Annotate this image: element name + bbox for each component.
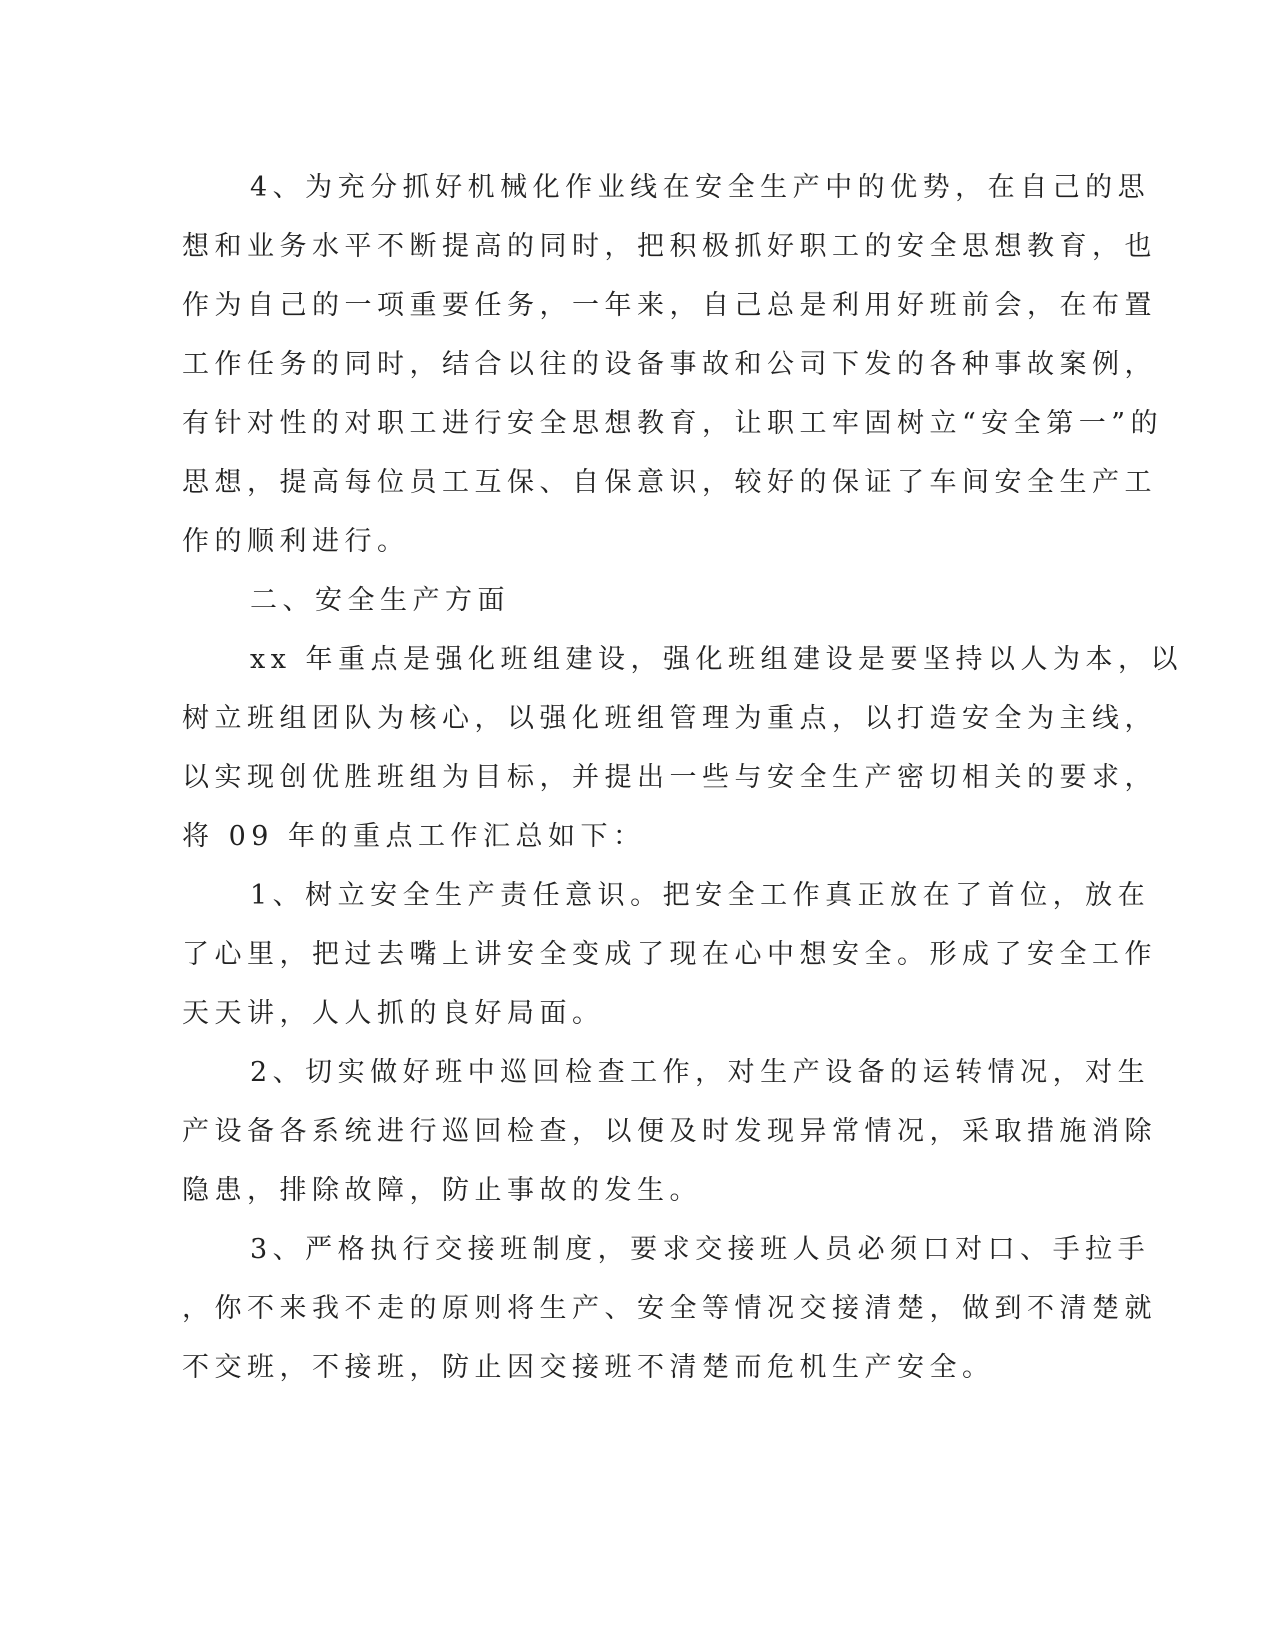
paragraph-4-line-4: 工作任务的同时，结合以往的设备事故和公司下发的各种事故案例，	[182, 349, 1157, 380]
item-3-line-3: 不交班，不接班，防止因交接班不清楚而危机生产安全。	[182, 1352, 995, 1383]
document-body	[182, 158, 1184, 1397]
paragraph-4-line-1: 4、为充分抓好机械化作业线在安全生产中的优势，在自己的思	[250, 172, 1151, 203]
paragraph-intro-line-4: 将 09 年的重点工作汇总如下：	[182, 821, 646, 852]
item-3-line-2: ，你不来我不走的原则将生产、安全等情况交接清楚，做到不清楚就	[182, 1293, 1157, 1324]
paragraph-4-line-6: 思想，提高每位员工互保、自保意识，较好的保证了车间安全生产工	[182, 467, 1157, 498]
item-2-line-2: 产设备各系统进行巡回检查，以便及时发现异常情况，采取措施消除	[182, 1116, 1157, 1147]
section-heading-safety-production: 二、安全生产方面	[250, 585, 510, 616]
paragraph-4-line-3: 作为自己的一项重要任务，一年来，自己总是利用好班前会，在布置	[182, 290, 1157, 321]
item-2-line-3: 隐患，排除故障，防止事故的发生。	[182, 1175, 702, 1206]
item-1-line-1: 1、树立安全生产责任意识。把安全工作真正放在了首位，放在	[250, 880, 1151, 911]
item-2-line-1: 2、切实做好班中巡回检查工作，对生产设备的运转情况，对生	[250, 1057, 1151, 1088]
item-1-line-2: 了心里，把过去嘴上讲安全变成了现在心中想安全。形成了安全工作	[182, 939, 1157, 970]
paragraph-4-line-5: 有针对性的对职工进行安全思想教育，让职工牢固树立“安全第一”的	[182, 408, 1164, 439]
paragraph-4-line-7: 作的顺利进行。	[182, 526, 410, 557]
paragraph-intro-line-2: 树立班组团队为核心，以强化班组管理为重点，以打造安全为主线，	[182, 703, 1157, 734]
paragraph-intro-line-3: 以实现创优胜班组为目标，并提出一些与安全生产密切相关的要求，	[182, 762, 1157, 793]
item-1-line-3: 天天讲，人人抓的良好局面。	[182, 998, 605, 1029]
item-3-line-1: 3、严格执行交接班制度，要求交接班人员必须口对口、手拉手	[250, 1234, 1151, 1265]
paragraph-4-line-2: 想和业务水平不断提高的同时，把积极抓好职工的安全思想教育，也	[182, 231, 1157, 262]
paragraph-intro-line-1: xx 年重点是强化班组建设，强化班组建设是要坚持以人为本，以	[250, 644, 1184, 675]
